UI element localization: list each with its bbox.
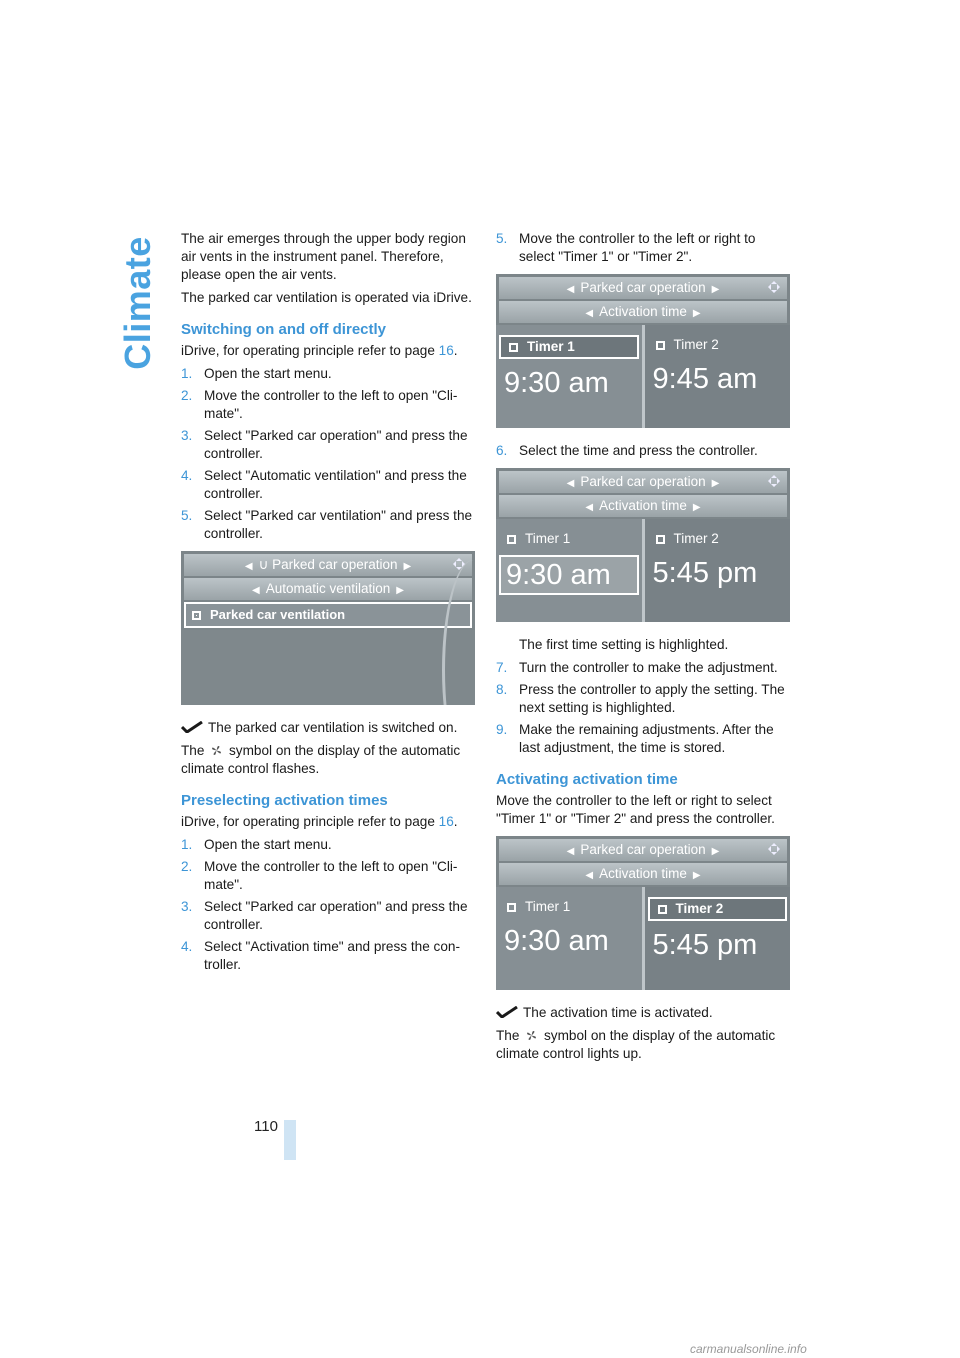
page-link[interactable]: 16 [438,343,454,358]
steps-preselecting [181,836,477,974]
checkbox-icon [509,343,518,352]
list-item: 3. Select "Parked car operation" and press the controller. [181,428,468,461]
checkbox-icon [658,905,667,914]
checkmark-icon [181,721,203,733]
timer-1-label[interactable]: Timer 1 [499,529,639,549]
timer-1-time: 9:30 am [504,367,609,399]
list-item: 1. Open the start menu. [181,366,332,381]
timer-1-column[interactable] [496,519,642,622]
timer-2-column[interactable] [642,519,791,622]
heading-preselecting: Preselecting activation times [181,792,388,809]
menu-bar-parked-car-operation: ◀ Parked car operation ▶ [499,839,787,861]
list-item: 1. Open the start menu. [181,837,332,852]
first-highlight-note: The first time setting is highlighted. [519,637,729,652]
steps-continued [496,230,792,266]
screen-timer-select [496,274,790,428]
menu-bar-activation-time: ◀ Activation time ▶ [499,301,787,323]
list-item: 6. Select the time and press the controller. [496,443,758,458]
timer-2-time: 9:45 am [652,363,758,395]
menu-bar-activation-time: ◀ Activation time ▶ [499,863,787,885]
watermark: carmanualsonline.info [690,1342,807,1356]
checkbox-icon [656,535,665,544]
fan-icon [210,744,223,757]
timer-1-label[interactable]: Timer 1 [499,897,639,917]
heading-activating: Activating activation time [496,771,678,788]
timer-2-time: 5:45 pm [652,557,758,589]
timer-2-label[interactable]: Timer 2 [648,529,788,549]
list-item: 9. Make the remaining adjustments. After the last adjustment, the time is stored. [496,722,774,755]
steps-switching [181,365,477,543]
intro-paragraph: The air emerges through the upper body region air vents in the instrument panel. Therefore, please open the air vents. [181,231,466,282]
menu-bar-activation-time: ◀ Activation time ▶ [499,495,787,517]
timer-2-time: 5:45 pm [652,929,758,961]
screen-body [181,630,475,705]
switched-on-note: The parked car ventilation is switched on. [181,719,477,737]
fan-icon [525,1029,538,1042]
activate-paragraph: Move the controller to the left or right to select "Timer 1" or "Timer 2" and press the controller. [496,793,775,826]
steps-continued-3 [496,659,792,757]
timer-2-column[interactable] [642,325,791,428]
page-number: 110 [254,1118,278,1135]
screen-parked-car-ventilation [181,551,475,705]
timer-panel [496,519,790,622]
screen-timer-activate [496,836,790,990]
chapter-side-title: Climate [117,236,158,370]
right-column [496,230,792,1068]
menu-bar-parked-car-operation: ◀ Parked car operation ▶ [499,277,787,299]
list-item: 5. Select "Parked car ventilation" and press the controller. [181,508,473,541]
lights-up-note: The symbol on the display of the automatic climate control lights up. [496,1028,776,1061]
checkbox-icon [507,903,516,912]
list-item: 4. Select "Automatic ventilation" and press the controller. [181,468,467,501]
list-item: 7. Turn the controller to make the adjustment. [496,660,778,675]
controller-icon [767,474,781,488]
menu-bar-automatic-ventilation: ◀ Automatic ventilation ▶ [184,578,472,600]
timer-1-column[interactable] [496,325,642,428]
checkmark-icon [496,1006,518,1018]
checkbox-icon [656,341,665,350]
idrive-paragraph: The parked car ventilation is operated via iDrive. [181,290,472,305]
timer-2-label[interactable]: Timer 2 [648,897,788,921]
timer-1-label[interactable]: Timer 1 [499,335,639,359]
timer-1-time: 9:30 am [504,925,609,957]
timer-panel [496,325,790,428]
left-column [181,230,477,978]
page-number-bar [284,1120,296,1160]
heading-switching: Switching on and off directly [181,321,387,338]
timer-1-time[interactable]: 9:30 am [499,555,639,595]
page-link[interactable]: 16 [438,814,454,829]
checkbox-icon [192,611,201,620]
fan-icon: ∪ [258,557,273,572]
list-item: 3. Select "Parked car operation" and press the controller. [181,899,468,932]
menu-bar-parked-car-operation: ◀ ∪ Parked car operation ▶ [184,554,472,576]
checkbox-icon [507,535,516,544]
list-item: 2. Move the controller to the left to open "Cli-mate". [181,859,458,892]
idrive-reference: iDrive, for operating principle refer to page 16. [181,343,458,358]
timer-2-column[interactable] [642,887,791,990]
idrive-reference-2: iDrive, for operating principle refer to page 16. [181,814,458,829]
menu-item-parked-car-ventilation[interactable]: Parked car ventilation [184,602,472,628]
flash-note: The symbol on the display of the automatic climate control flashes. [181,743,461,776]
timer-panel [496,887,790,990]
steps-continued-2 [496,442,792,460]
list-item: 8. Press the controller to apply the setting. The next setting is highlighted. [496,682,785,715]
timer-2-label[interactable]: Timer 2 [648,335,788,355]
menu-bar-parked-car-operation: ◀ Parked car operation ▶ [499,471,787,493]
list-item: 2. Move the controller to the left to open "Cli-mate". [181,388,458,421]
list-item: 5. Move the controller to the left or right to select "Timer 1" or "Timer 2". [496,231,756,264]
list-item: 4. Select "Activation time" and press the con-troller. [181,939,460,972]
timer-1-column[interactable] [496,887,642,990]
controller-icon [767,842,781,856]
activated-note: The activation time is activated. [496,1004,792,1022]
screen-time-select [496,468,790,622]
controller-icon [767,280,781,294]
